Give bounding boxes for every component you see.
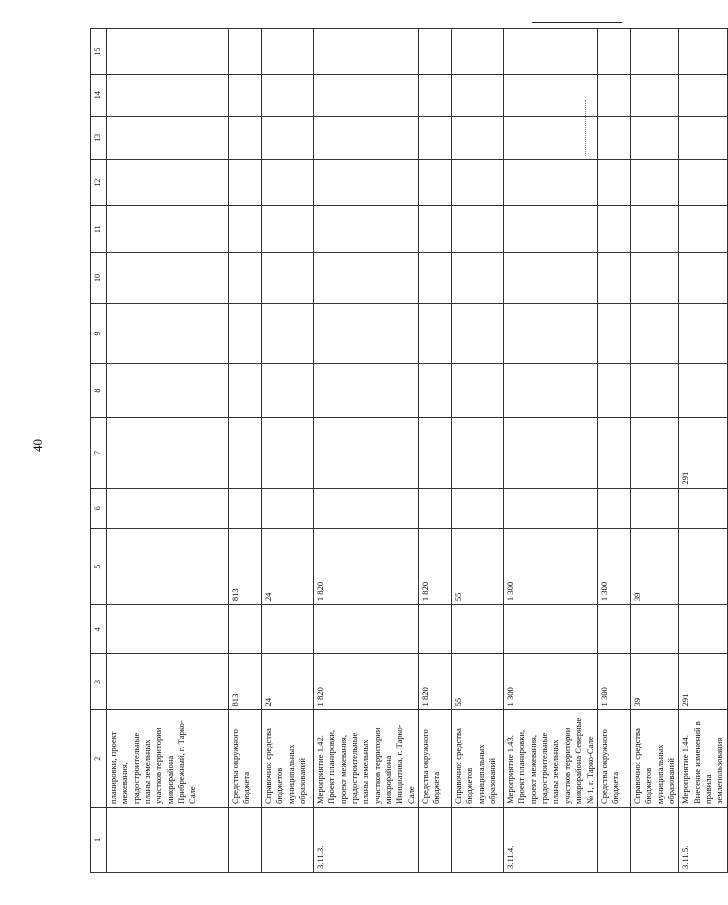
cell-col-9 [229, 303, 262, 364]
row-code [597, 808, 630, 873]
cell-col-5: 39 [630, 528, 678, 604]
cell-col-13 [679, 116, 727, 160]
cell-col-14 [262, 75, 314, 116]
cell-col-4 [630, 605, 678, 654]
cell-col-15 [262, 29, 314, 75]
cell-col-8 [597, 364, 630, 418]
cell-col-11 [452, 206, 504, 253]
cell-col-6 [504, 488, 598, 528]
cell-col-5: 24 [262, 528, 314, 604]
table-row [262, 29, 314, 873]
column-header-13: 13 [91, 116, 107, 160]
cell-col-14 [597, 75, 630, 116]
cell-col-5: 55 [452, 528, 504, 604]
row-name: Средства окружного бюджета [419, 710, 452, 808]
cell-col-7 [262, 418, 314, 489]
cell-col-10 [262, 253, 314, 303]
cell-col-12 [314, 160, 419, 206]
cell-col-15 [452, 29, 504, 75]
cell-col-8 [452, 364, 504, 418]
cell-col-4 [107, 605, 229, 654]
cell-col-8 [107, 364, 229, 418]
cell-col-12 [262, 160, 314, 206]
cell-col-12 [419, 160, 452, 206]
cell-col-8 [419, 364, 452, 418]
cell-col-3: 813 [229, 654, 262, 710]
cell-col-15 [597, 29, 630, 75]
cell-col-4 [314, 605, 419, 654]
cell-col-8 [229, 364, 262, 418]
column-header-10: 10 [91, 253, 107, 303]
cell-col-7 [107, 418, 229, 489]
column-number-header [91, 29, 107, 873]
column-header-8: 8 [91, 364, 107, 418]
cell-col-11 [229, 206, 262, 253]
cell-col-7 [504, 418, 598, 489]
cell-col-3: 39 [630, 654, 678, 710]
table-row [630, 29, 678, 873]
cell-col-7 [597, 418, 630, 489]
row-code [107, 808, 229, 873]
cell-col-7 [314, 418, 419, 489]
cell-col-12 [107, 160, 229, 206]
row-code: 3.11.5. [679, 808, 727, 873]
column-header-9: 9 [91, 303, 107, 364]
cell-col-10 [419, 253, 452, 303]
cell-col-3: 1 820 [314, 654, 419, 710]
column-header-15: 15 [91, 29, 107, 75]
cell-col-3: 1 300 [597, 654, 630, 710]
cell-col-10 [229, 253, 262, 303]
cell-col-10 [630, 253, 678, 303]
cell-col-9 [630, 303, 678, 364]
budget-table [90, 28, 728, 873]
cell-col-11 [679, 206, 727, 253]
cell-col-4 [597, 605, 630, 654]
column-header-3: 3 [91, 654, 107, 710]
cell-col-10 [107, 253, 229, 303]
cell-col-13 [630, 116, 678, 160]
top-rule [532, 22, 622, 23]
cell-col-4 [419, 605, 452, 654]
cell-col-6 [229, 488, 262, 528]
cell-col-14 [314, 75, 419, 116]
row-code [630, 808, 678, 873]
cell-col-13 [262, 116, 314, 160]
row-name: Средства окружного бюджета [229, 710, 262, 808]
row-code: 3.11.4. [504, 808, 598, 873]
cell-col-14 [229, 75, 262, 116]
cell-col-13 [452, 116, 504, 160]
cell-col-5 [679, 528, 727, 604]
rotated-table-wrapper [90, 28, 725, 873]
cell-col-12 [452, 160, 504, 206]
cell-col-12 [679, 160, 727, 206]
cell-col-7: 291 [679, 418, 727, 489]
cell-col-11 [262, 206, 314, 253]
cell-col-9 [597, 303, 630, 364]
cell-col-6 [630, 488, 678, 528]
row-name: Справочно: средства бюджетов муниципальных образований [262, 710, 314, 808]
cell-col-9 [314, 303, 419, 364]
cell-col-5: 1 300 [504, 528, 598, 604]
cell-col-15 [630, 29, 678, 75]
row-code [262, 808, 314, 873]
cell-col-10 [679, 253, 727, 303]
cell-col-10 [504, 253, 598, 303]
cell-col-15 [314, 29, 419, 75]
cell-col-6 [262, 488, 314, 528]
cell-col-12 [597, 160, 630, 206]
cell-col-6 [419, 488, 452, 528]
table-row [229, 29, 262, 873]
cell-col-11 [597, 206, 630, 253]
cell-col-9 [262, 303, 314, 364]
row-name: Справочно: средства бюджетов муниципальных образований [452, 710, 504, 808]
cell-col-9 [679, 303, 727, 364]
row-name: Средства окружного бюджета [597, 710, 630, 808]
cell-col-15 [679, 29, 727, 75]
row-name: Мероприятие 1.44. Внесение изменений в правила землепользования [679, 710, 727, 808]
cell-col-12 [630, 160, 678, 206]
row-code [229, 808, 262, 873]
column-header-11: 11 [91, 206, 107, 253]
cell-col-3: 55 [452, 654, 504, 710]
row-code: 3.11.3. [314, 808, 419, 873]
cell-col-6 [107, 488, 229, 528]
cell-col-6 [314, 488, 419, 528]
cell-col-4 [452, 605, 504, 654]
cell-col-14 [504, 75, 598, 116]
cell-col-6 [597, 488, 630, 528]
cell-col-4 [229, 605, 262, 654]
cell-col-7 [419, 418, 452, 489]
cell-col-4 [679, 605, 727, 654]
cell-col-8 [262, 364, 314, 418]
cell-col-8 [504, 364, 598, 418]
cell-col-15 [504, 29, 598, 75]
cell-col-11 [504, 206, 598, 253]
cell-col-13 [314, 116, 419, 160]
column-header-5: 5 [91, 528, 107, 604]
cell-col-11 [314, 206, 419, 253]
cell-col-5 [107, 528, 229, 604]
cell-col-14 [107, 75, 229, 116]
cell-col-10 [452, 253, 504, 303]
cell-col-11 [107, 206, 229, 253]
cell-col-4 [262, 605, 314, 654]
cell-col-8 [679, 364, 727, 418]
cell-col-3: 291 [679, 654, 727, 710]
cell-col-6 [679, 488, 727, 528]
cell-col-15 [419, 29, 452, 75]
cell-col-5: 813 [229, 528, 262, 604]
cell-col-13 [107, 116, 229, 160]
column-header-4: 4 [91, 605, 107, 654]
cell-col-15 [107, 29, 229, 75]
cell-col-10 [314, 253, 419, 303]
cell-col-4 [504, 605, 598, 654]
cell-col-8 [314, 364, 419, 418]
table-row [679, 29, 727, 873]
cell-col-12 [504, 160, 598, 206]
column-header-12: 12 [91, 160, 107, 206]
table-row [597, 29, 630, 873]
cell-col-10 [597, 253, 630, 303]
row-name: Мероприятие 1.42. Проект планировки, проект межевания, градостроительные планы земельных участков территории микрорайона Инициатива, г. Тарко-Сале [314, 710, 419, 808]
table-row [419, 29, 452, 873]
cell-col-3: 24 [262, 654, 314, 710]
cell-col-9 [107, 303, 229, 364]
cell-col-9 [452, 303, 504, 364]
cell-col-14 [630, 75, 678, 116]
cell-col-11 [419, 206, 452, 253]
cell-col-3 [107, 654, 229, 710]
row-name: планировки, проект межевания, градостроительные планы земельных участков территории микрорайона Прибрежный, г. Тарко-Сале [107, 710, 229, 808]
column-header-1: 1 [91, 808, 107, 873]
cell-col-12 [229, 160, 262, 206]
cell-col-7 [630, 418, 678, 489]
cell-col-3: 1 820 [419, 654, 452, 710]
cell-col-13 [229, 116, 262, 160]
cell-col-6 [452, 488, 504, 528]
cell-col-7 [229, 418, 262, 489]
row-name: Справочно: средства бюджетов муниципальных образований [630, 710, 678, 808]
cell-col-9 [504, 303, 598, 364]
page-number: 40 [30, 439, 45, 452]
table-row [314, 29, 419, 873]
table-row [107, 29, 229, 873]
row-code [452, 808, 504, 873]
cell-col-14 [679, 75, 727, 116]
cell-col-7 [452, 418, 504, 489]
column-header-6: 6 [91, 488, 107, 528]
row-name: Мероприятие 1.43. Проект планировки, проект межевания, градостроительные планы земельных участков территории микрорайона Северные № 1, г. Тарко-Сале [504, 710, 598, 808]
cell-col-5: 1 820 [419, 528, 452, 604]
cell-col-13 [419, 116, 452, 160]
cell-col-14 [419, 75, 452, 116]
row-code [419, 808, 452, 873]
column-header-2: 2 [91, 710, 107, 808]
cell-col-13 [504, 116, 598, 160]
cell-col-5: 1 300 [597, 528, 630, 604]
cell-col-9 [419, 303, 452, 364]
table-row [452, 29, 504, 873]
cell-col-5: 1 820 [314, 528, 419, 604]
cell-col-11 [630, 206, 678, 253]
column-header-7: 7 [91, 418, 107, 489]
cell-col-14 [452, 75, 504, 116]
cell-col-3: 1 300 [504, 654, 598, 710]
column-header-14: 14 [91, 75, 107, 116]
table-row [504, 29, 598, 873]
cell-col-8 [630, 364, 678, 418]
cell-col-15 [229, 29, 262, 75]
cell-col-13 [597, 116, 630, 160]
